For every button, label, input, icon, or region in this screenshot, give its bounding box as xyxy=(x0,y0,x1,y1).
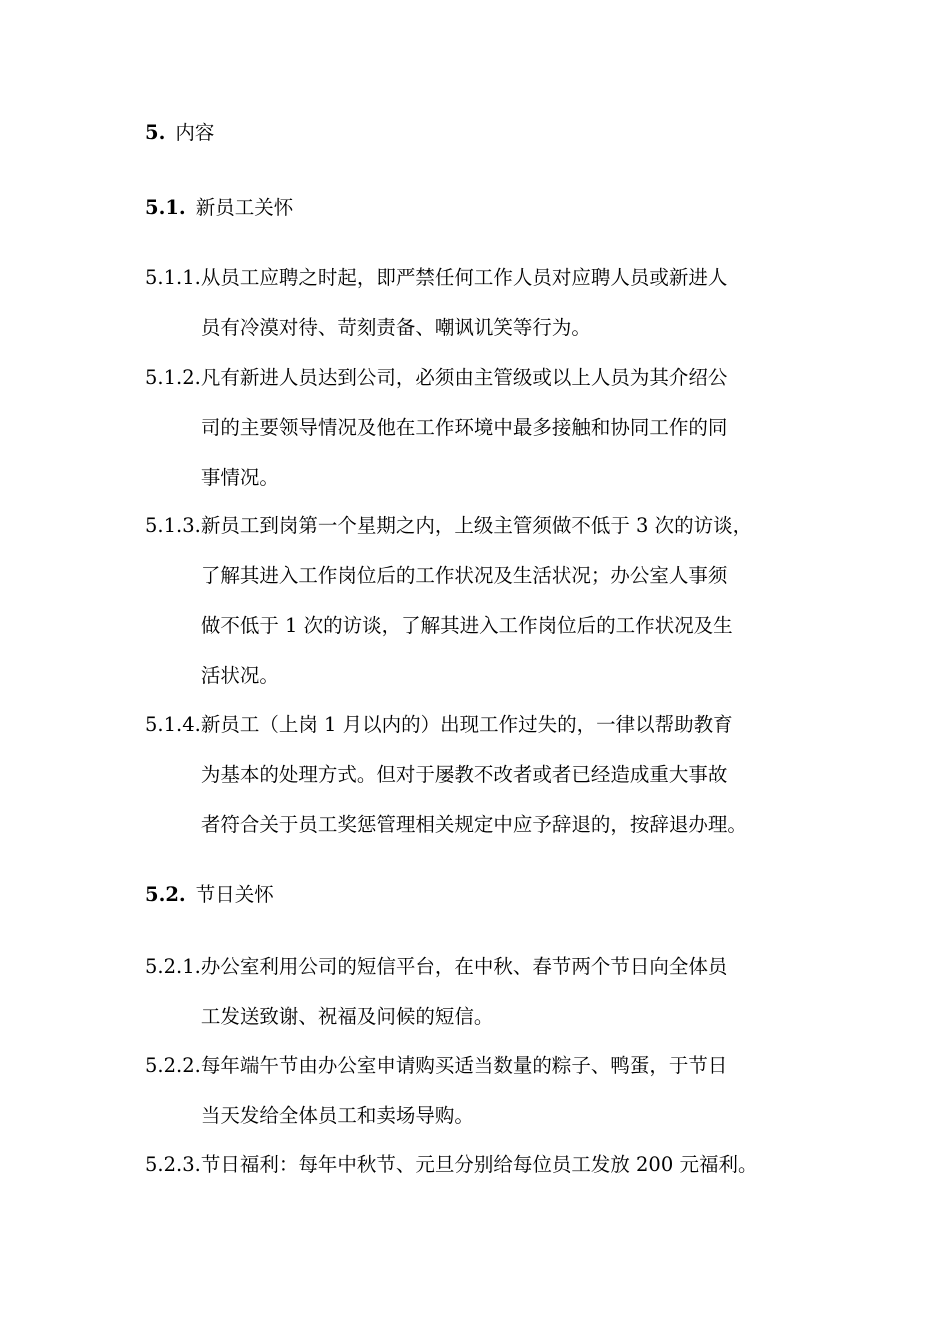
clause-text xyxy=(201,942,815,1042)
section-heading-5-1 xyxy=(145,183,815,233)
clause-text xyxy=(201,353,815,503)
clause-number: 5.1.4. xyxy=(145,713,201,736)
clause-5-1-3 xyxy=(145,501,815,701)
section-heading-5 xyxy=(145,108,815,158)
clause-number: 5.1.1. xyxy=(145,266,201,289)
clause-line: 新员工到岗第一个星期之内，上级主管须做不低于 3 次的访谈， xyxy=(200,514,753,537)
clause-line: 办公室利用公司的短信平台，在中秋、春节两个节日向全体员 xyxy=(200,955,728,978)
clause-5-1-4 xyxy=(145,700,815,850)
clause-number: 5.2.1. xyxy=(145,955,201,978)
clause-line: 当天发给全体员工和卖场导购。 xyxy=(200,1104,474,1127)
clause-number: 5.2.3. xyxy=(145,1153,201,1176)
section-number: 5.1. xyxy=(145,196,186,219)
clause-number: 5.2.2. xyxy=(145,1054,201,1077)
section-title: 节日关怀 xyxy=(195,883,274,906)
clause-5-2-1 xyxy=(145,942,815,1042)
section-number: 5. xyxy=(145,121,166,144)
section-number: 5.2. xyxy=(145,883,186,906)
clause-line: 司的主要领导情况及他在工作环境中最多接触和协同工作的同 xyxy=(200,416,728,439)
clause-text xyxy=(201,1140,815,1190)
clause-text xyxy=(201,700,815,850)
clause-5-2-3 xyxy=(145,1140,815,1190)
section-title: 内容 xyxy=(175,121,215,144)
clause-number: 5.1.3. xyxy=(145,514,201,537)
clause-text xyxy=(201,1041,815,1141)
clause-5-1-2 xyxy=(145,353,815,503)
clause-text xyxy=(201,253,815,353)
clause-line: 事情况。 xyxy=(200,466,279,489)
clause-line: 节日福利：每年中秋节、元旦分别给每位员工发放 200 元福利。 xyxy=(200,1153,758,1176)
clause-line: 员有冷漠对待、苛刻责备、嘲讽讥笑等行为。 xyxy=(200,316,591,339)
clause-line: 做不低于 1 次的访谈，了解其进入工作岗位后的工作状况及生 xyxy=(200,614,733,637)
clause-line: 了解其进入工作岗位后的工作状况及生活状况；办公室人事须 xyxy=(200,564,728,587)
clause-5-2-2 xyxy=(145,1041,815,1141)
clause-line: 从员工应聘之时起，即严禁任何工作人员对应聘人员或新进人 xyxy=(200,266,728,289)
clause-number: 5.1.2. xyxy=(145,366,201,389)
section-heading-5-2 xyxy=(145,870,815,920)
clause-line: 每年端午节由办公室申请购买适当数量的粽子、鸭蛋，于节日 xyxy=(200,1054,728,1077)
clause-line: 者符合关于员工奖惩管理相关规定中应予辞退的，按辞退办理。 xyxy=(200,813,747,836)
clause-line: 活状况。 xyxy=(200,664,279,687)
section-title: 新员工关怀 xyxy=(195,196,294,219)
clause-line: 为基本的处理方式。但对于屡教不改者或者已经造成重大事故 xyxy=(200,763,728,786)
clause-line: 凡有新进人员达到公司，必须由主管级或以上人员为其介绍公 xyxy=(200,366,728,389)
clause-5-1-1 xyxy=(145,253,815,353)
clause-line: 新员工（上岗 1 月以内的）出现工作过失的，一律以帮助教育 xyxy=(200,713,733,736)
clause-text xyxy=(201,501,815,701)
clause-line: 工发送致谢、祝福及问候的短信。 xyxy=(200,1005,494,1028)
